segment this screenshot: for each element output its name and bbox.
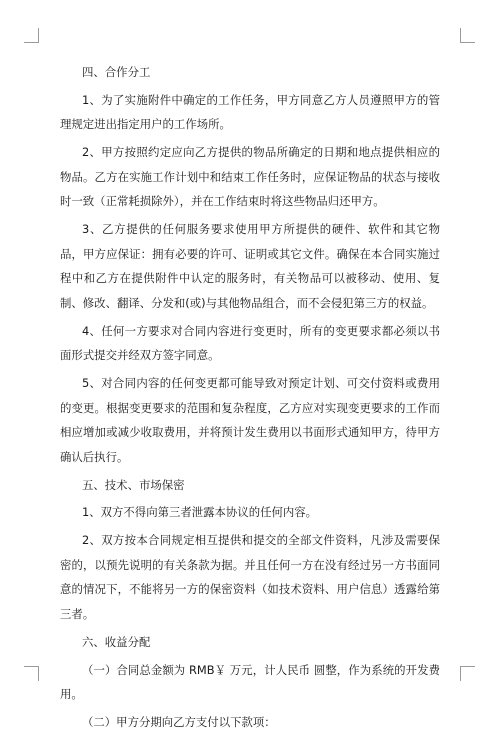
paragraph: 2、甲方按照约定应向乙方提供的物品所确定的日期和地点提供相应的物品。乙方在实施工作计划中和结束工作任务时，应保证物品的状态与接收时一致（正常耗损除外），并在工作结束时将这些物品归还甲方。 — [60, 145, 440, 209]
paragraph: 2、双方按本合同规定相互提供和提交的全部文件资料，凡涉及需要保密的，以预先说明的有关条款为据。并且任何一方在没有经过另一方书面同意的情况下，不能将另一方的保密资料（如技术资料、用户信息）透露给第三者。 — [60, 533, 440, 621]
crop-mark-bottom-right — [460, 666, 475, 681]
section-heading-cooperation: 四、合作分工 — [82, 65, 151, 79]
paragraph: 4、任何一方要求对合同内容进行变更时，所有的变更要求都必须以书面形式提交并经双方签字同意。 — [60, 323, 440, 363]
crop-mark-top-right — [460, 28, 475, 43]
document-body — [60, 60, 440, 738]
section-heading-confidentiality: 五、技术、市场保密 — [82, 477, 185, 492]
paragraph: 1、双方不得向第三者泄露本协议的任何内容。 — [82, 505, 318, 520]
paragraph: 5、对合同内容的任何变更都可能导致对预定计划、可交付资料或费用的变更。根据变更要求的范围和复杂程度，乙方应对实现变更要求的工作而相应增加或减少收取费用，并将预计发生费用以书面形式通知甲方，待甲方确认后执行。 — [60, 376, 440, 464]
paragraph: 3、乙方提供的任何服务要求使用甲方所提供的硬件、软件和其它物品，甲方应保证：拥有必要的许可、证明或其它文件。确保在本合同实施过程中和乙方在提供附件中认定的服务时，有关物品可以被移动、使用、复制、修改、翻译、分发和(或)与其他物品组合，而不会侵犯第三方的权益。 — [60, 222, 440, 310]
paragraph: （二）甲方分期向乙方支付以下款项： — [82, 714, 276, 729]
crop-mark-bottom-left — [24, 666, 39, 681]
section-heading-revenue: 六、收益分配 — [82, 634, 151, 649]
paragraph: （一）合同总金额为 RMB￥ 万元，计人民币 圆整，作为系统的开发费用。 — [60, 662, 440, 702]
paragraph: 1、为了实施附件中确定的工作任务，甲方同意乙方人员遵照甲方的管理规定进出指定用户的工作场所。 — [60, 92, 440, 132]
crop-mark-top-left — [24, 28, 39, 43]
